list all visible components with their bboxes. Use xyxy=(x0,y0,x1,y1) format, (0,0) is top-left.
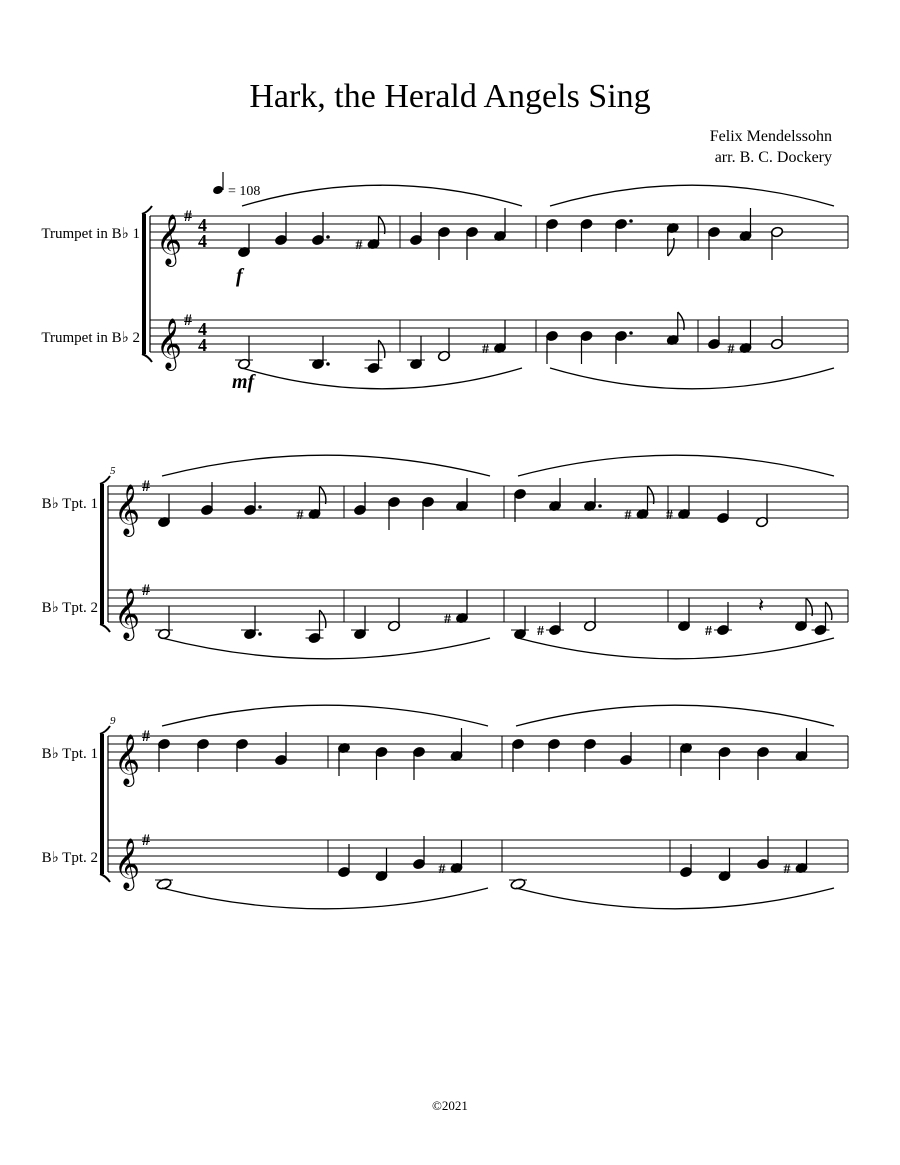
dot xyxy=(629,331,633,335)
time-signature-denominator: 4 xyxy=(198,231,207,251)
system-2 xyxy=(42,455,848,659)
slur xyxy=(242,368,522,389)
key-signature-sharp-icon: # xyxy=(184,208,192,225)
key-signature-sharp-icon: # xyxy=(142,832,150,849)
sharp-accidental-icon: # xyxy=(537,624,544,639)
bracket-hook xyxy=(142,354,152,362)
slur xyxy=(550,368,834,389)
slur xyxy=(162,455,490,476)
score-title: Hark, the Herald Angels Sing xyxy=(249,78,651,115)
eighth-flag xyxy=(668,238,674,256)
slur xyxy=(242,185,522,206)
sharp-accidental-icon: # xyxy=(666,508,673,523)
instrument-label-2: B♭ Tpt. 2 xyxy=(41,600,98,616)
quarter-rest-icon: 𝄽 xyxy=(758,595,765,617)
treble-clef-icon: 𝄞 xyxy=(114,839,141,888)
sharp-accidental-icon: # xyxy=(783,862,791,877)
staff-bracket xyxy=(142,214,146,354)
eighth-flag xyxy=(648,486,654,504)
treble-clef-icon: 𝄞 xyxy=(156,215,183,264)
sharp-accidental-icon: # xyxy=(438,862,446,877)
bracket-hook xyxy=(100,874,110,882)
bracket-hook xyxy=(100,476,110,484)
sharp-accidental-icon: # xyxy=(727,342,735,357)
eighth-flag xyxy=(379,216,385,234)
staff-bracket xyxy=(100,734,104,874)
arranger-credit: arr. B. C. Dockery xyxy=(714,149,832,166)
system-1 xyxy=(41,172,848,393)
sharp-accidental-icon: # xyxy=(705,624,712,639)
slur xyxy=(516,705,834,726)
slur xyxy=(516,888,834,909)
sharp-accidental-icon: # xyxy=(296,508,304,523)
key-signature-sharp-icon: # xyxy=(142,478,150,495)
instrument-label-1: B♭ Tpt. 1 xyxy=(41,746,98,762)
dot xyxy=(598,504,602,508)
treble-clef-icon: 𝄞 xyxy=(114,485,141,534)
key-signature-sharp-icon: # xyxy=(184,312,192,329)
instrument-label-2: B♭ Tpt. 2 xyxy=(41,850,98,866)
dot xyxy=(258,632,262,636)
eighth-flag xyxy=(678,312,684,330)
time-signature-denominator: 4 xyxy=(198,335,207,355)
time-signature-numerator: 4 xyxy=(198,319,207,339)
sharp-accidental-icon: # xyxy=(624,508,632,523)
composer-credit: Felix Mendelssohn xyxy=(709,128,832,145)
bracket-hook xyxy=(100,624,110,632)
instrument-label-1: B♭ Tpt. 1 xyxy=(41,496,98,512)
eighth-flag xyxy=(826,602,832,620)
eighth-flag xyxy=(379,340,385,358)
dot xyxy=(258,505,262,509)
dot xyxy=(326,235,330,239)
key-signature-sharp-icon: # xyxy=(142,582,150,599)
dynamic-forte: f xyxy=(236,265,243,287)
slur xyxy=(518,455,834,476)
staff-bracket xyxy=(100,484,104,624)
instrument-label-2: Trumpet in B♭ 2 xyxy=(41,330,140,346)
tempo-quarter-note-icon xyxy=(212,185,224,196)
slur xyxy=(162,638,490,659)
treble-clef-icon: 𝄞 xyxy=(114,589,141,638)
measure-number: 9 xyxy=(110,715,116,727)
treble-clef-icon: 𝄞 xyxy=(156,319,183,368)
eighth-flag xyxy=(806,598,812,616)
slur xyxy=(550,185,834,206)
dot xyxy=(326,362,330,366)
slur xyxy=(162,888,488,909)
eighth-flag xyxy=(320,610,326,628)
bracket-hook xyxy=(100,726,110,734)
time-signature-numerator: 4 xyxy=(198,215,207,235)
sharp-accidental-icon: # xyxy=(482,342,489,357)
key-signature-sharp-icon: # xyxy=(142,728,150,745)
sharp-accidental-icon: # xyxy=(444,612,451,627)
treble-clef-icon: 𝄞 xyxy=(114,735,141,784)
eighth-flag xyxy=(320,486,326,504)
slur xyxy=(162,705,488,726)
copyright-notice: ©2021 xyxy=(432,1098,468,1113)
dot xyxy=(629,219,633,223)
system-3 xyxy=(42,705,848,909)
slur xyxy=(518,638,834,659)
measure-number: 5 xyxy=(110,465,116,477)
tempo-marking: = 108 xyxy=(228,184,261,199)
dynamic-mezzo-forte: mf xyxy=(232,371,255,393)
bracket-hook xyxy=(142,206,152,214)
sharp-accidental-icon: # xyxy=(355,238,363,253)
instrument-label-1: Trumpet in B♭ 1 xyxy=(41,226,140,242)
